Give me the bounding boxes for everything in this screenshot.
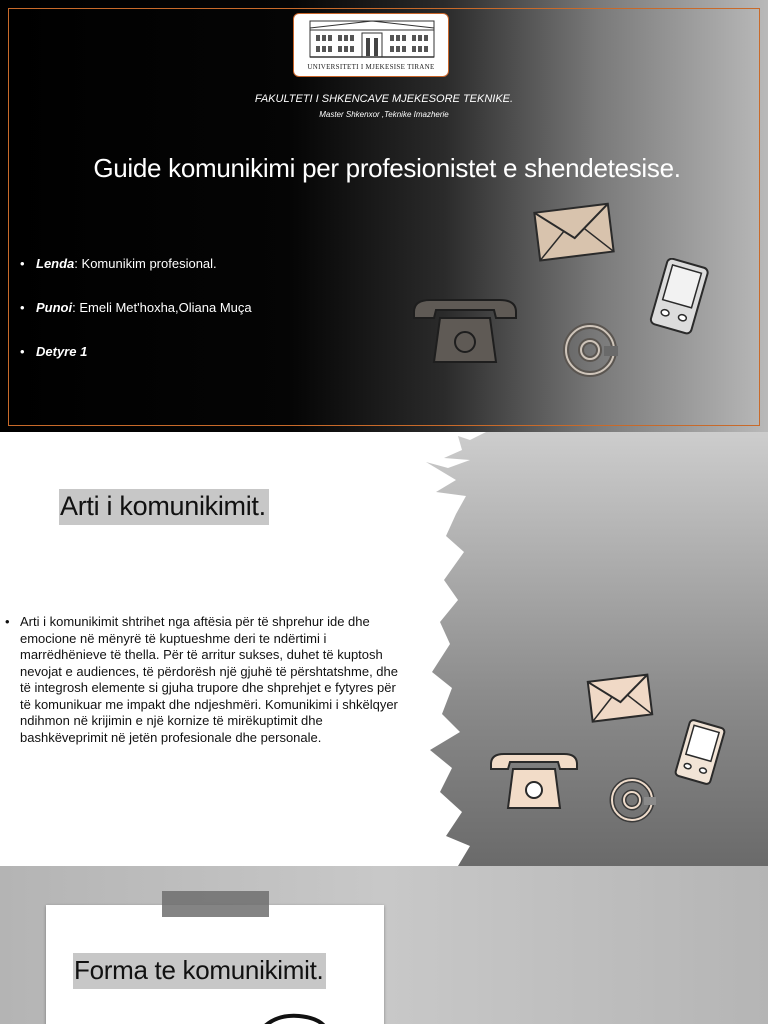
forms-slide — [0, 866, 768, 1024]
university-logo — [293, 13, 449, 77]
envelope-icon — [586, 672, 656, 724]
info-item-lenda — [20, 256, 252, 300]
info-label: Detyre 1 — [36, 344, 88, 359]
slide-title: Guide komunikimi per profesionistet e shendetesise. — [93, 153, 681, 183]
bullet-dot: • — [5, 614, 10, 629]
at-sign-icon — [560, 320, 620, 380]
content-slide — [0, 432, 768, 866]
tape-strip — [162, 891, 269, 917]
info-label: Punoi — [36, 300, 73, 315]
info-value: Emeli Met'hoxha,Oliana Muça — [79, 300, 252, 315]
info-item-punoi — [20, 300, 252, 344]
telephone-icon — [410, 296, 520, 366]
info-item-detyre — [20, 344, 252, 388]
telephone-icon — [488, 750, 580, 812]
slide-heading: Forma te komunikimit. — [73, 953, 326, 989]
swirl-decoration — [255, 1012, 335, 1024]
logo-text: UNIVERSITETI I MJEKESISE TIRANE — [307, 63, 435, 71]
info-value: Komunikim profesional. — [81, 256, 217, 271]
info-sep: : — [74, 256, 82, 271]
bullet-paragraph — [5, 614, 405, 746]
info-label: Lenda — [36, 256, 75, 271]
envelope-icon — [532, 200, 618, 264]
slide-heading: Arti i komunikimit. — [59, 489, 269, 525]
faculty-name: FAKULTETI I SHKENCAVE MJEKESORE TEKNIKE. — [254, 93, 514, 105]
mobile-phone-icon — [646, 258, 712, 336]
info-sep: : — [72, 300, 80, 315]
title-slide — [0, 0, 768, 432]
bullet-text: Arti i komunikimit shtrihet nga aftësia për të shprehur ide dhe emocione në mënyrë të kuptueshme deri te ndërtimi i marrëdhënieve të thella. Për të arritur sukses, duhet të kuptosh nevojat e audiences, të përdorësh një gjuhë të përshtatshme, dhe të integrosh elemente si gjuha trupore dhe shprehjet e fytyres për të komunikuar me impakt dhe ndjeshmëri. Komunikimi i shkëlqyer ndihmon në krijimin e një kornize të mirëkuptimit dhe bashkëveprimit në jetën profesionale dhe personale. — [20, 614, 398, 745]
at-sign-icon — [606, 774, 658, 826]
info-list — [20, 256, 252, 388]
master-program: Master Shkenxor ,Teknike Imazherie — [319, 110, 449, 119]
mobile-phone-icon — [672, 719, 728, 785]
university-building-icon — [308, 18, 436, 62]
